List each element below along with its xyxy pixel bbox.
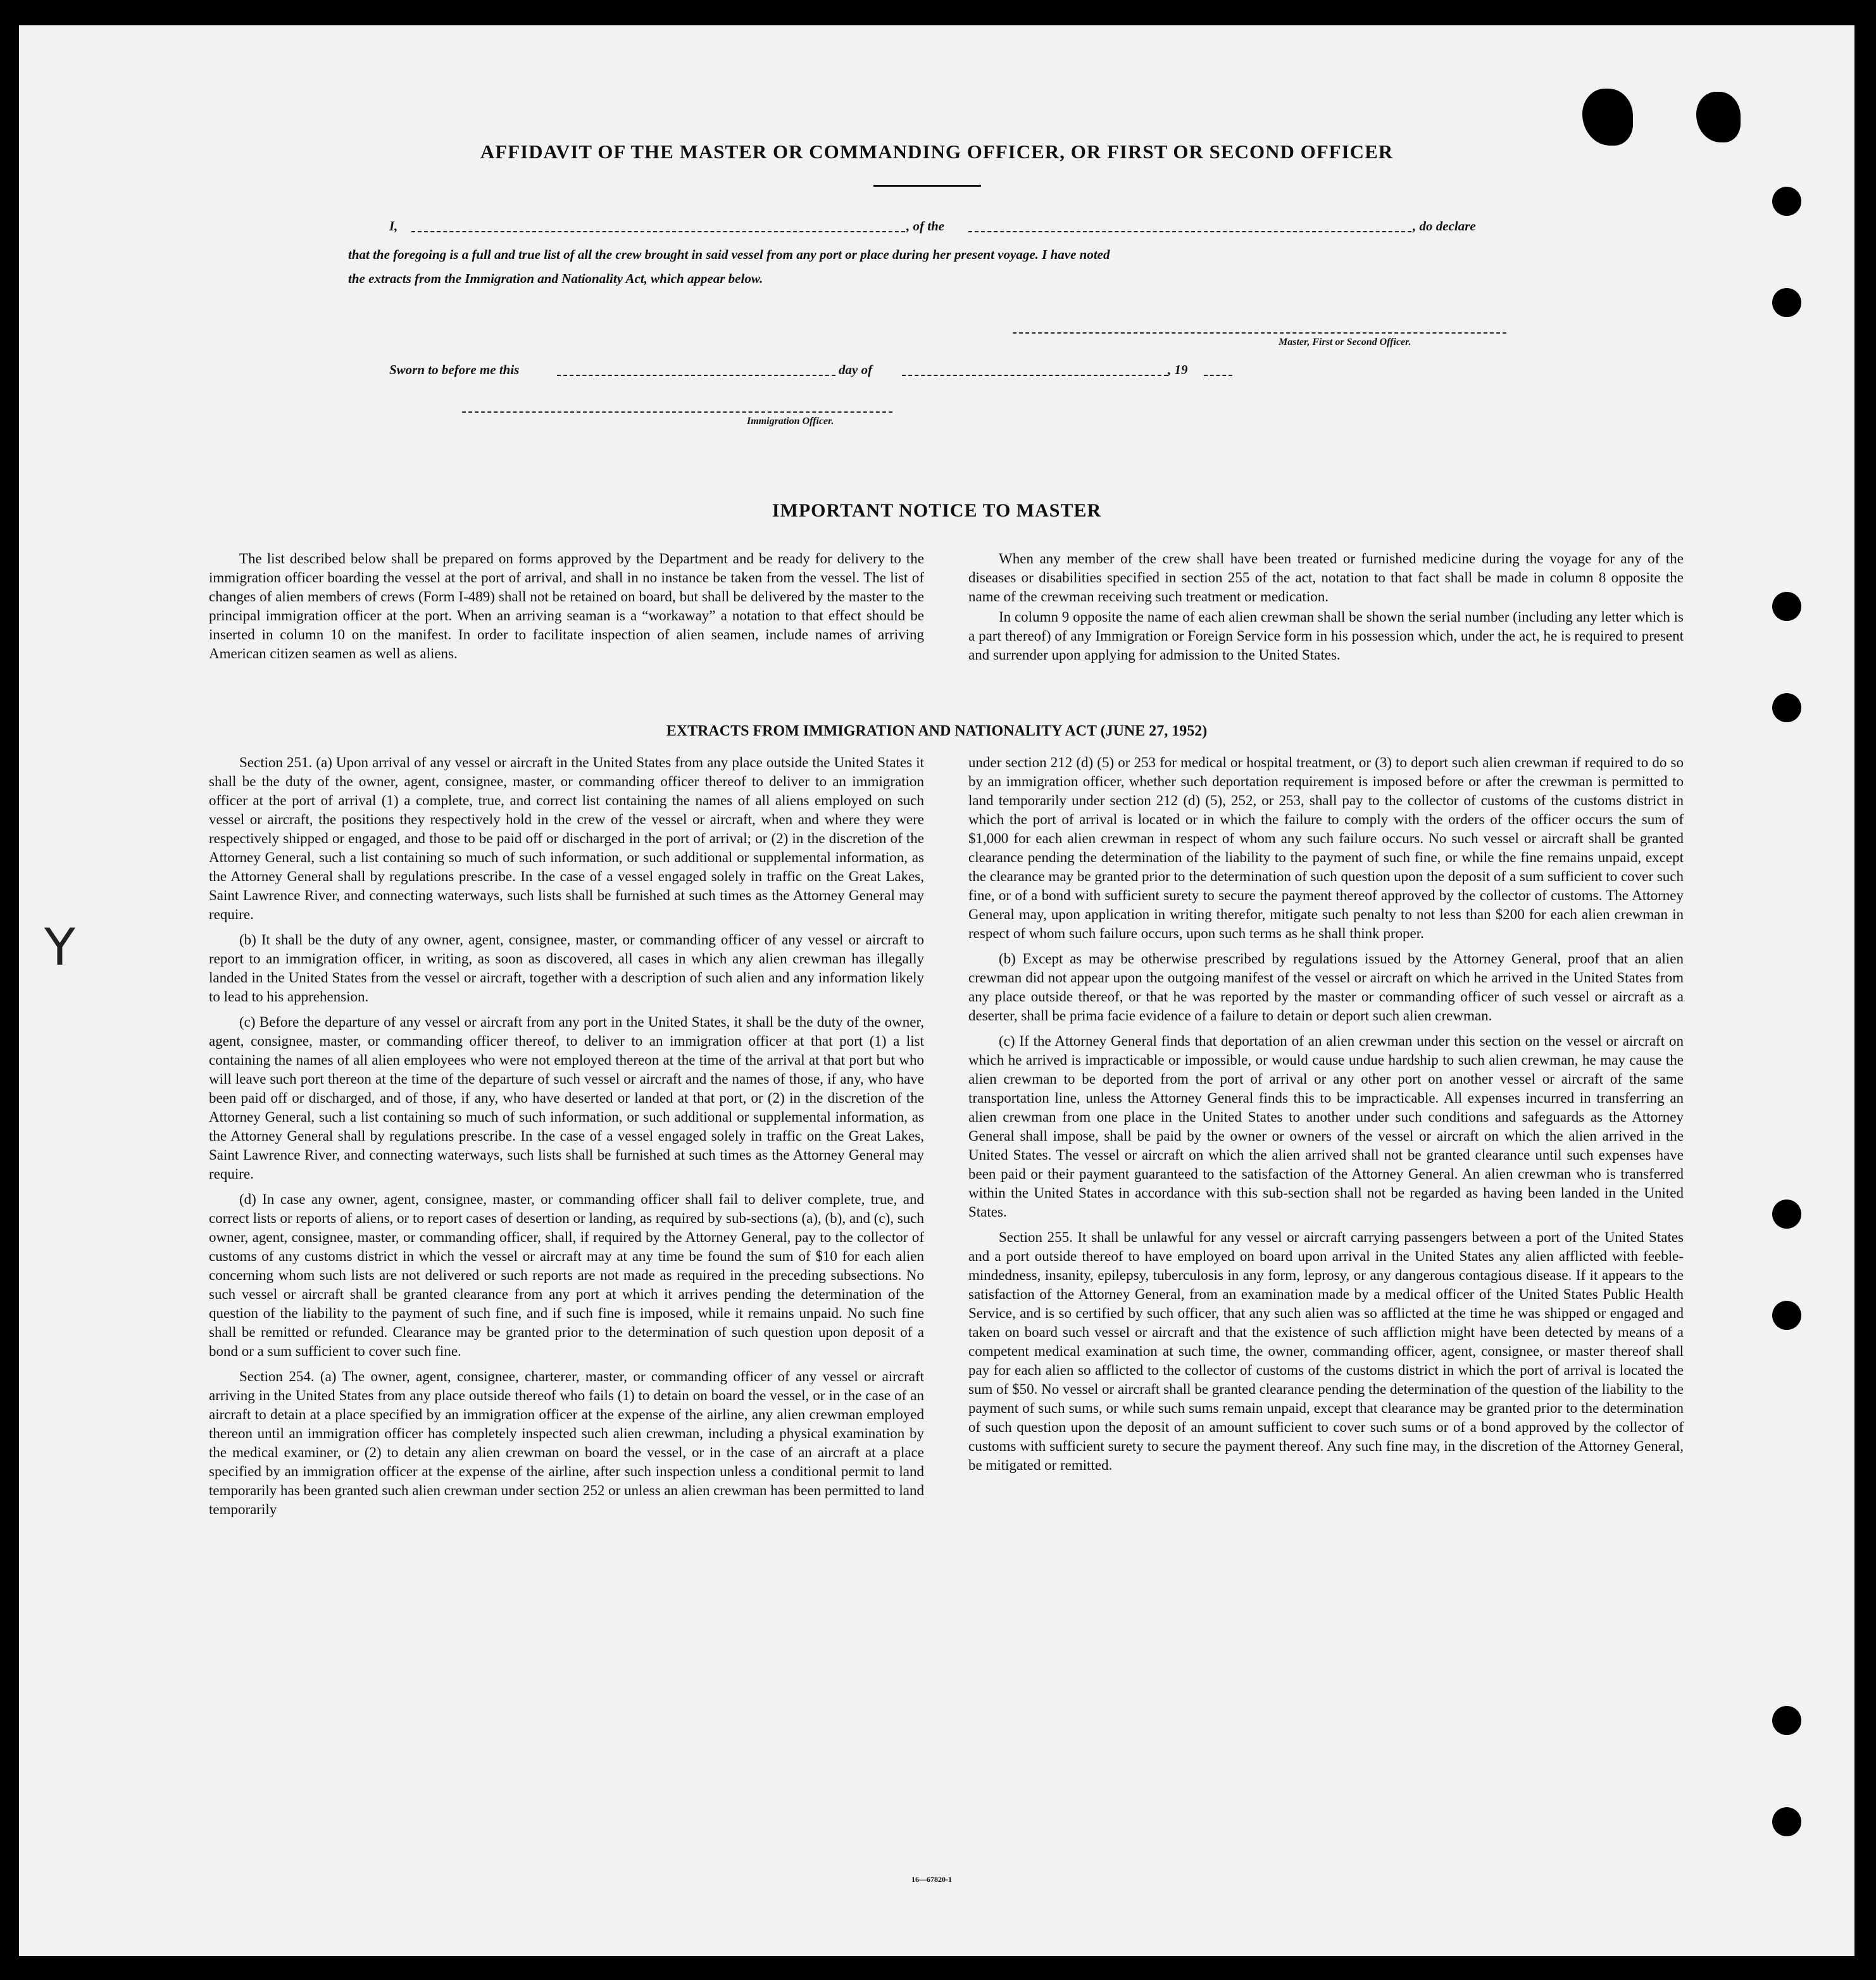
notice-left-column: [209, 549, 924, 670]
day-of-label: day of: [839, 362, 873, 377]
extract-paragraph: (b) Except as may be otherwise prescribed by regulations issued by the Attorney General, proof that an alien crewman did not appear upon the outgoing manifest of the vessel or aircraft on which he arrived in the United States from any place outside thereof, or that he was reported by the master or commanding officer of such vessel or aircraft as a deserter, shall be prima facie evidence of a failure to detain or deport such alien crewman.: [968, 951, 1684, 1024]
handwritten-mark: Y: [44, 918, 75, 977]
extract-paragraph: Section 254. (a) The owner, agent, consignee, charterer, master, or commanding officer of any vessel or aircraft arriving in the United States from any place outside thereof who fails (1) to detain on board the vessel, or in the case of an aircraft to detain at a place specified by an immigration officer at the expense of the airline, any alien crewman employed thereon until an immigration officer has completely inspected such alien crewman, including a physical examination by the medical examiner, or (2) to detain any alien crewman on board the vessel, or in the case of an aircraft at a place specified by an immigration officer at the expense of the airline, after such inspection unless a conditional permit to land temporarily has been granted such alien crewman under section 252 or unless an alien crewman has been permitted to land temporarily: [209, 1369, 924, 1517]
notice-paragraph: In column 9 opposite the name of each alien crewman shall be shown the serial number (including any letter which is a part thereof) of any Immigration or Foreign Service form in his possession which, under the act, he is required to present and surrender upon applying for admission to the United States.: [968, 609, 1684, 663]
immigration-officer-signature-field[interactable]: [462, 411, 892, 413]
punch-hole-icon: [1772, 1301, 1801, 1330]
title-underline: [873, 185, 981, 187]
extract-paragraph: Section 255. It shall be unlawful for any vessel or aircraft carrying passengers between a port of the United States and a port outside thereof to have employed on board upon arrival in the United States any alien afflicted with feeble-mindedness, insanity, epilepsy, tuberculosis in any form, leprosy, or any dangerous contagious disease. If it appears to the satisfaction of the Attorney General, from an examination made by a medical officer of the United States Public Health Service, and is so certified by such officer, that any such alien was so afflicted at the time he was shipped or engaged and taken on board such vessel or aircraft and that the existence of such affliction might have been detected by means of a competent medical examination at such time, the owner, commanding officer, agent, consignee, or master thereof shall pay for each alien so afflicted to the collector of customs of the customs district in which the port of arrival is located the sum of $50. No vessel or aircraft shall be granted clearance pending the determination of the question of the liability to the payment of such sums, or while such sums remain unpaid, except that clearance may be granted prior to the determination of such question upon the deposit of an amount sufficient to cover such sums or of a bond approved by the collector of customs with sufficient surety to secure the payment thereof. Any such fine may, in the discretion of the Attorney General, be mitigated or remitted.: [968, 1229, 1684, 1473]
affidavit-text-line3: the extracts from the Immigration and Nationality Act, which appear below.: [348, 271, 763, 286]
punch-hole-icon: [1772, 1706, 1801, 1735]
name-field[interactable]: [411, 231, 905, 232]
notice-right-column: [968, 549, 1684, 671]
sworn-label: Sworn to before me this: [389, 362, 520, 377]
extract-paragraph: (b) It shall be the duty of any owner, agent, consignee, master, or commanding officer of any vessel or aircraft to report to an immigration officer, in writing, as soon as discovered, all cases in which any alien crewman has illegally landed in the United States from the vessel or aircraft, together with a description of such alien and any information likely to lead to his apprehension.: [209, 932, 924, 1005]
punch-hole-icon: [1772, 187, 1801, 216]
sworn-month-field[interactable]: [902, 375, 1168, 376]
punch-hole-icon: [1772, 288, 1801, 317]
punch-hole-icon: [1772, 592, 1801, 621]
sworn-year-field[interactable]: [1204, 375, 1232, 376]
sworn-day-field[interactable]: [557, 375, 835, 376]
document-page: [19, 25, 1854, 1956]
extracts-title: EXTRACTS FROM IMMIGRATION AND NATIONALITY ACT (JUNE 27, 1952): [666, 723, 1208, 739]
year-label: , 19: [1168, 362, 1188, 377]
extracts-left-column: [209, 753, 924, 1526]
extract-paragraph: (c) Before the departure of any vessel or aircraft from any port in the United States, it shall be the duty of the owner, agent, consignee, master, or commanding officer thereof, to deliver to an immigration officer at that port (1) a list containing the names of all alien employees who were not employed thereon at the time of the arrival at that port but who will leave such port thereon at the time of the departure of such vessel or aircraft and the names of those, if any, who have been paid off or discharged, and of those, if any, who have deserted or landed at that port, or (2) in the discretion of the Attorney General, such a list containing so much of such information, or such additional or supplemental information, as the Attorney General shall by regulations prescribe. In the case of a vessel engaged solely in traffic on the Great Lakes, Saint Lawrence River, and connecting waterways, such lists shall be furnished at such times as the Attorney General may require.: [209, 1014, 924, 1182]
affidavit-text-line2: that the foregoing is a full and true list of all the crew brought in said vessel from any port or place during her present voyage. I have noted: [348, 247, 1110, 262]
extract-paragraph: (d) In case any owner, agent, consignee, master, or commanding officer shall fail to deliver complete, true, and correct lists or reports of aliens, or to report cases of desertion or landing, as required by sub-sections (a), (b), and (c), such owner, agent, consignee, master, or commanding officer, shall, if required by the Attorney General, pay to the collector of customs of any customs district in which the vessel or aircraft may at any time be found the sum of $10 for each alien concerning whom such lists are not delivered or such reports are not made as required in the preceding subsections. No such vessel or aircraft shall be granted clearance from any port at which it arrives pending the determination of the question of the liability to the payment of such fine, and if such fine is imposed, while it remains unpaid. No such fine shall be remitted or refunded. Clearance may be granted prior to the determination of such question upon deposit of a bond or a sum sufficient to cover such fine.: [209, 1191, 924, 1359]
extract-paragraph: (c) If the Attorney General finds that deportation of an alien crewman under this section on the vessel or aircraft on which he arrived is impracticable or impossible, or would cause undue hardship to such alien crewman, he may cause the alien crewman to be deported from the port of arrival or any other port on another vessel or aircraft of the same transportation line, unless the Attorney General finds this to be impracticable. All expenses incurred in transferring an alien crewman from one place in the United States to another under such conditions and safeguards as the Attorney General shall impose, shall be paid by the owner or owners of the vessel or aircraft on which the alien arrived in the United States. The vessel or aircraft on which the alien arrived shall not be granted clearance until such expenses have been paid or their payment guaranteed to the satisfaction of the Attorney General. An alien crewman who is transferred within the United States in accordance with this sub-section shall not be regarded as having been landed in the United States.: [968, 1033, 1684, 1220]
affidavit-i-label: I,: [389, 218, 398, 234]
ink-blot-icon: [1696, 92, 1741, 142]
master-signature-field[interactable]: [1013, 332, 1506, 334]
notice-paragraph: The list described below shall be prepared on forms approved by the Department and be ready for delivery to the immigration officer boarding the vessel at the port of arrival, and shall in no instance be taken from the vessel. The list of changes of alien members of crews (Form I-489) shall not be retained on board, but shall be delivered by the master to the principal immigration officer at the port. When an arriving seaman is a “workaway” a notation to that effect should be inserted in column 10 on the manifest. In order to facilitate inspection of alien seamen, include names of arriving American citizen seamen as well as aliens.: [209, 551, 924, 661]
extract-paragraph: Section 251. (a) Upon arrival of any vessel or aircraft in the United States from any place outside the United States it shall be the duty of the owner, agent, consignee, master, or commanding officer thereof to deliver to an immigration officer at the port of arrival (1) a complete, true, and correct list containing the names of all aliens employed on such vessel or aircraft, the positions they respectively hold in the crew of the vessel or aircraft, when and where they were respectively shipped or engaged, and those to be paid off or discharged in the port of arrival; or (2) in the discretion of the Attorney General, such a list containing so much of such information, or such additional or supplemental information, as the Attorney General shall by regulations prescribe. In the case of a vessel engaged solely in traffic on the Great Lakes, Saint Lawrence River, and connecting waterways, such lists shall be furnished at such times as the Attorney General may require.: [209, 755, 924, 922]
form-number: 16—67820-1: [911, 1875, 952, 1884]
notice-paragraph: When any member of the crew shall have been treated or furnished medicine during the voyage for any of the diseases or disabilities specified in section 255 of the act, notation to that fact shall be made in column 8 opposite the name of the crewman receiving such treatment or medication.: [968, 551, 1684, 605]
affidavit-of-the-label: , of the: [906, 218, 945, 234]
extracts-right-column: [968, 753, 1684, 1481]
affidavit-declare-label: , do declare: [1413, 218, 1476, 234]
extract-paragraph: under section 212 (d) (5) or 253 for medical or hospital treatment, or (3) to deport such alien crewman if required to do so by an immigration officer, whether such deportation requirement is imposed before or after the crewman is permitted to land temporarily under section 212 (d) (5), 252, or 253, shall pay to the collector of customs of the customs district in which the port of arrival is located or in which the failure to comply with the orders of the officer occurs the sum of $1,000 for each alien crewman in respect of whom any such failure occurs. No such vessel or aircraft shall be granted clearance pending the determination of the liability to the payment of such fine, or while the fine remains unpaid, except the clearance may be granted prior to the determination of such question upon the deposit of a sum sufficient to cover such fine, or of a bond with sufficient surety to secure the payment thereof approved by the collector of customs. The Attorney General may, upon application in writing therefor, mitigate such penalty to not less than $200 for each alien crewman in respect of whom such failure occurs, upon such terms as he shall think proper.: [968, 755, 1684, 941]
master-caption: Master, First or Second Officer.: [1279, 337, 1411, 348]
immigration-caption: Immigration Officer.: [747, 416, 834, 427]
ink-blot-icon: [1582, 89, 1633, 146]
notice-title: IMPORTANT NOTICE TO MASTER: [772, 500, 1102, 521]
punch-hole-icon: [1772, 1200, 1801, 1229]
affidavit-title: AFFIDAVIT OF THE MASTER OR COMMANDING OFFICER, OR FIRST OR SECOND OFFICER: [480, 141, 1394, 163]
vessel-field[interactable]: [968, 231, 1411, 232]
punch-hole-icon: [1772, 693, 1801, 722]
punch-hole-icon: [1772, 1807, 1801, 1836]
